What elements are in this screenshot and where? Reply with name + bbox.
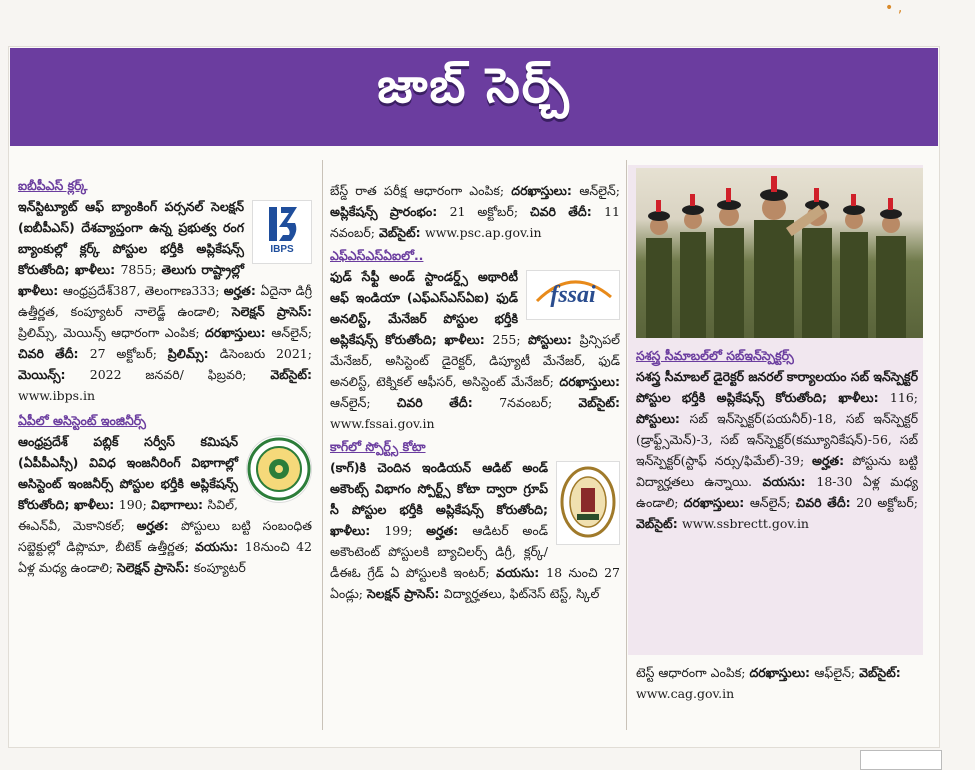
ibps-website[interactable]: www.ibps.in [18,388,96,403]
value: 199; [384,523,427,538]
label: వయసు: [496,565,547,580]
column-1 [18,175,312,735]
label: సెలక్షన్ ప్రాసెస్: [367,586,444,601]
label: ఖాళీలు: [74,262,121,277]
fssai-heading: ఎఫ్ఎస్ఎస్ఏఐలో.. [330,248,424,263]
value: విద్యార్హతలు, ఫిట్‌నెస్ టెస్ట్, స్కిల్ [443,586,600,601]
column-divider [626,160,627,730]
value: సబ్ ఇన్‌స్పెక్టర్(పయనీర్)-18, సబ్ ఇన్‌స్పెక్టర్ (డ్రాఫ్ట్స్‌మెన్)-3, సబ్ ఇన్‌స్పెక్టర్(కమ్యూనికేషన్)-56, సబ్ ఇన్‌స్పెక్టర్(స్టాఫ్ నర్సు/ఫిమేల్)-39; [636,411,918,468]
value: 20 అక్టోబర్; [856,495,918,510]
label: అర్హత: [811,453,853,468]
label: సెలెక్షన్ ప్రాసెస్: [117,560,194,575]
value: ఆన్‌లైన్; [271,325,312,340]
cag-website[interactable]: www.cag.gov.in [636,686,735,701]
ibps-heading: ఐబీపీఎస్ క్లర్క్ [18,178,88,193]
appsc-website[interactable]: www.psc.ap.gov.in [425,225,542,240]
value: పోస్టులు బట్టి సంబంధిత సబ్జెక్టుల్లో డిప్లొమా, బీటెక్ ఉత్తీర్ణత; [18,518,312,554]
value: 255; [492,332,528,347]
ssb-intro: సశస్త్ర సీమాబల్ డైరెక్టర్ జనరల్ కార్యాలయం సబ్ ఇన్‌స్పెక్టర్ పోస్టుల భర్తీకి అప్లికేషన్స్ కోరుతోంది; [636,369,918,405]
label: వెబ్‌సైట్: [270,367,312,382]
value: 2022 జనవరి/ ఫిబ్రవరి; [89,367,271,382]
value: ఆఫ్‌లైన్; [814,665,860,680]
value: ఆన్‌లైన్; [330,395,397,410]
banner [10,48,938,146]
cag-emblem-icon [557,462,619,544]
banner-title: జాబ్ సెర్చ్ [377,58,571,114]
value: బేస్డ్ రాత పరీక్ష ఆధారంగా ఎంపిక; [330,183,512,198]
value: ప్రిలిమ్స్, మెయిన్స్ ఆధారంగా ఎంపిక; [18,325,206,340]
label: చివరి తేదీ: [795,495,857,510]
value: ఆన్‌లైన్; [749,495,796,510]
label: పోస్టులు: [527,332,580,347]
cag-intro: (కాగ్)కి చెందిన ఇండియన్ ఆడిట్ అండ్ అకౌంట్స్ విభాగం స్పోర్ట్స్ కోటా ద్వారా గ్రూప్ సీ పోస్టుల భర్తీకి అప్లికేషన్స్ కోరుతోంది; [330,460,548,517]
cag-continuation [636,662,926,704]
fssai-logo-text: fssai [550,282,596,308]
label: దరఖాస్తు‌లు: [205,325,272,340]
corner-mark: • ‚ [885,0,903,16]
ibps-intro: ఇన్‌స్టిట్యూట్ ఆఫ్ బ్యాంకింగ్ పర్సనల్ సెలక్షన్ (ఐబీపీఎస్) దేశవ్యాప్తంగా ఉన్న ప్రభుత్వ రంగ బ్యాంకుల్లో క్లర్క్ పోస్టుల భర్తీకి అప్లికేషన్స్ కోరుతోంది; [18,199,244,277]
label: వెబ్‌సైట్: [378,225,426,240]
label: ప్రిలిమ్స్: [167,346,220,361]
ibps-logo-text: IBPS [270,244,294,255]
value: ఆన్‌లైన్; [579,183,620,198]
value: ఆంధ్రప్రదేశ్387, తెలంగాణ333; [62,283,224,298]
value: ఏదైనా డిగ్రీ ఉత్తీర్ణత, కంప్యూటర్ నాలెడ్జ్ ఉండాలి; [18,283,312,319]
appsc-intro: ఆంధ్రప్రదేశ్ పబ్లిక్ సర్వీస్ కమిషన్ (ఏపీపీఎస్సీ) వివిధ ఇంజనీరింగ్ విభాగాల్లో అసిస్టెంట్ ఇంజనీర్స్ పోస్టుల భర్తీకి అప్లికేషన్స్ కోరుతోంది; [18,434,238,512]
cadets-photo [636,168,923,338]
ssb-website[interactable]: www.ssbrectt.gov.in [682,516,809,531]
value: 18-30 ఏళ్ల మధ్య ఉండాలి; [636,474,918,510]
next-article-box [860,750,942,770]
label: విభాగాలు: [150,497,208,512]
fssai-intro: ఫుడ్ సేఫ్టీ అండ్ స్టాండర్డ్స్ అథారిటీ ఆఫ్ ఇండియా (ఎఫ్ఎస్ఎస్ఏఐ) ఫుడ్ అనలిస్ట్, మేనేజర్ పోస్టుల భర్తీకి అప్లికేషన్స్ కోరుతోంది; [330,269,518,347]
label: అర్హత: [223,283,261,298]
label: ఖాళీలు: [330,523,385,538]
value: ప్రిన్సిపల్ మేనేజర్, అసిస్టెంట్ డైరెక్టర్, డిప్యూటీ మేనేజర్, ఫుడ్ అనలిస్ట్, టెక్నికల్ ఆఫీసర్, అసిస్టెంట్ మేనేజర్; [330,332,620,389]
label: అర్హత: [426,523,473,538]
cag-logo [556,461,620,545]
value: డిసెంబరు 2021; [219,346,312,361]
label: వెబ్‌సైట్: [859,665,901,680]
value: టెస్ట్ ఆధారంగా ఎంపిక; [636,665,750,680]
column-2 [330,180,620,735]
label: చివరి తేదీ: [530,204,605,219]
fssai-logo [526,270,620,320]
appsc-heading: ఏపీలో అసిస్టెంట్ ఇంజినీర్స్ [18,413,146,428]
value: కంప్యూటర్ [193,560,246,575]
label: వయసు: [762,474,817,489]
label: చివరి తేదీ: [396,395,500,410]
appsc-logo [246,435,312,503]
label: దరఖాస్తులు: [683,495,750,510]
value: ఆడిటర్ అండ్ అకౌంటెంట్ పోస్టులకి బ్యాచిలర్స్ డిగ్రీ, క్లర్క్/ డీఈఓ గ్రేడ్ ఏ పోస్టులకి ఇంటర్; [330,523,549,580]
label: దరఖాస్తులు: [559,374,620,389]
label: తెలుగు రాష్ట్రాల్లో ఖాళీలు: [18,262,244,298]
label: వెబ్‌సైట్: [578,395,620,410]
column-3 [636,345,918,645]
appsc-emblem-icon [247,436,311,502]
value: 18నుంచి 42 ఏళ్ల మధ్య ఉండాలి; [18,539,312,575]
label: వయసు: [195,539,245,554]
value: 18 నుంచి 27 ఏండ్లు; [330,565,620,601]
value: 190; [118,497,151,512]
label: దరఖాస్తు‌లు: [511,183,580,198]
label: సెలెక్షన్ ప్రాసెస్: [231,304,312,319]
ssb-heading: సశస్త్ర సీమాబల్‌లో సబ్ఇన్‌స్పెక్టర్స్ [636,348,794,363]
value: 7నవంబర్; [499,395,579,410]
label: ఖాళీలు: [444,332,493,347]
label: ఖాళీలు: [74,497,119,512]
value: 27 అక్టోబర్; [89,346,168,361]
label: పోస్టులు: [636,411,690,426]
column-divider [322,160,323,730]
value: 21 అక్టోబర్; [449,204,531,219]
marching-cadets-icon [636,168,923,338]
label: మెయిన్స్: [18,367,90,382]
fssai-website[interactable]: www.fssai.gov.in [330,416,435,431]
label: ఖాళీలు: [838,390,890,405]
ibps-logo [252,200,312,264]
label: అర్హత: [136,518,182,533]
value: పోస్టును బట్టి విద్యార్హతలు ఉన్నాయి. [636,453,918,489]
value: 11 నవంబర్; [330,204,620,240]
value: 7855; [120,262,162,277]
label: చివరి తేదీ: [18,346,90,361]
value: 116; [889,390,918,405]
value: సివిల్, ఈఎన్‌వీ, మెకానికల్; [18,497,238,533]
label: అప్లికేషన్స్ ప్రారంభం: [330,204,450,219]
cag-heading: కాగ్‌లో స్పోర్ట్స్ కోటా [330,439,426,454]
label: దరఖాస్తులు: [749,665,815,680]
label: వెబ్‌సైట్: [636,516,683,531]
